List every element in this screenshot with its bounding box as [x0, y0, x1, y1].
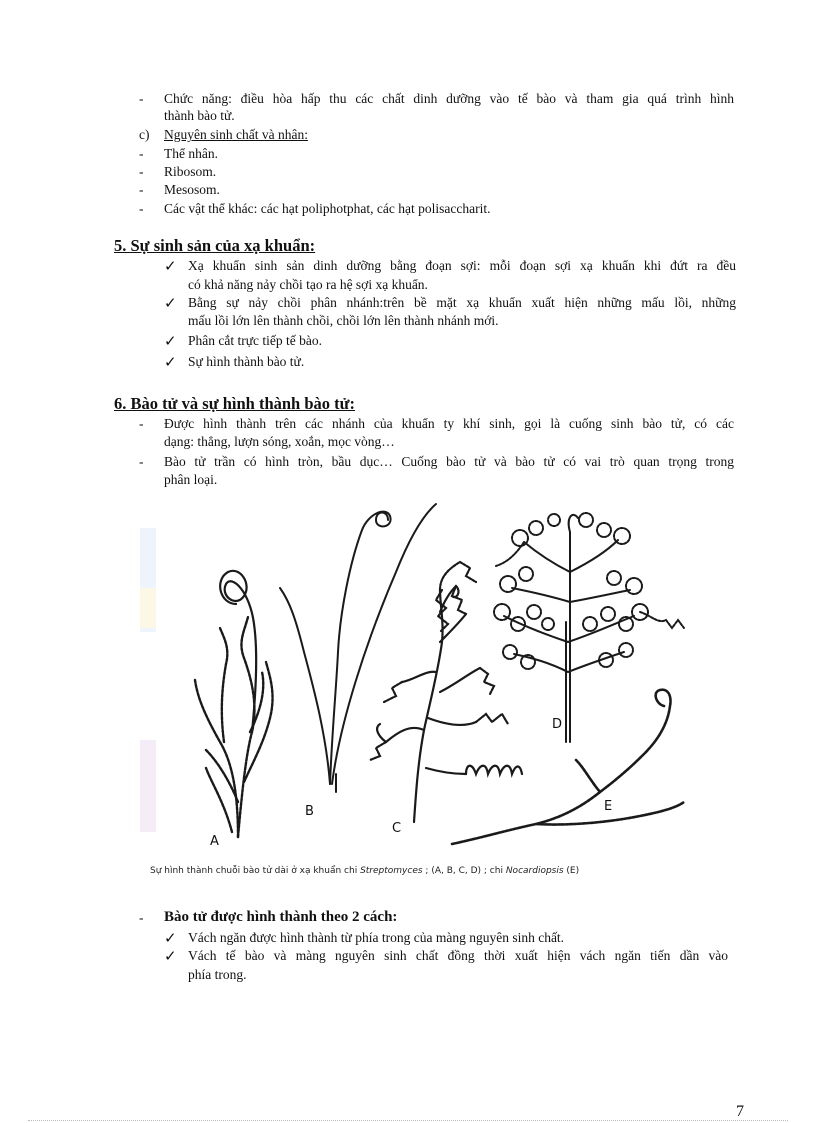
checkmark-icon: ✓	[164, 257, 177, 275]
formation-title: Bào tử được hình thành theo 2 cách:	[164, 909, 398, 925]
figure-caption	[150, 866, 670, 876]
figure-a-spiral	[220, 571, 256, 732]
checkmark-icon: ✓	[164, 294, 177, 312]
figure-label-d: D	[552, 717, 563, 732]
bullet-text-line: có khả năng nảy chồi tạo ra hệ sợi xạ khuẩn.	[188, 277, 428, 292]
caption-text: (E)	[563, 866, 580, 876]
checkmark-icon: ✓	[164, 353, 177, 371]
section-heading: 5. Sự sinh sản của xạ khuẩn:	[114, 236, 316, 255]
bullet-text-line: Phân cắt trực tiếp tế bào.	[188, 333, 323, 348]
dash-bullet: -	[139, 201, 144, 216]
bullet-text-line: Sự hình thành bào tử.	[188, 354, 305, 369]
figure-label-c: C	[392, 821, 402, 836]
caption-genus: Nocardiopsis	[505, 866, 564, 876]
figure-label-b: B	[305, 804, 314, 819]
figure-a-drawing	[195, 617, 273, 837]
dash-bullet: -	[139, 146, 144, 161]
sub-section-title: Nguyên sinh chất và nhân:	[164, 127, 308, 142]
dash-text-line: dạng: thẳng, lượn sóng, xoắn, mọc vòng…	[164, 434, 395, 449]
figure-label-a: A	[210, 834, 219, 849]
checkmark-icon: ✓	[164, 332, 177, 350]
checkmark-icon: ✓	[164, 947, 177, 965]
bullet-text-line: Bằng sự nảy chồi phân nhánh:trên bề mặt xạ khuẩn xuất hiện những mấu lồi, những	[188, 295, 736, 310]
dash-bullet: -	[139, 182, 144, 197]
dash-bullet: -	[139, 454, 144, 469]
list-item: Các vật thể khác: các hạt poliphotphat, các hạt polisaccharit.	[164, 201, 491, 216]
figure-c-drawing	[370, 562, 522, 822]
figure-label-e: E	[604, 799, 613, 814]
list-item: Thể nhân.	[164, 146, 218, 161]
dash-bullet: -	[139, 91, 144, 106]
function-text-line-1: Chức năng: điều hòa hấp thu các chất dinh dưỡng vào tế bào và tham gia quá trình hình	[164, 91, 734, 106]
dash-text-line: phân loại.	[164, 472, 218, 487]
section-heading: 6. Bào tử và sự hình thành bào tử:	[114, 394, 356, 413]
bullet-text-line: Vách ngăn được hình thành từ phía trong của màng nguyên sinh chất.	[188, 930, 565, 945]
bullet-text-line: mấu lồi lớn lên thành chồi, chồi lớn lên thành nhánh mới.	[188, 313, 499, 328]
checkmark-icon: ✓	[164, 929, 177, 947]
streptomyces-spore-chain-figure	[140, 492, 700, 888]
caption-text: ; (A, B, C, D) ; chi	[422, 866, 506, 876]
dash-bullet: -	[139, 416, 144, 431]
list-item: Ribosom.	[164, 164, 217, 179]
list-item: Mesosom.	[164, 182, 220, 197]
page-number: 7	[736, 1103, 744, 1120]
figure-b-drawing	[280, 504, 436, 792]
dash-text-line: Bào tử trần có hình tròn, bầu dục… Cuống bào tử và bào tử có vai trò quan trọng trong	[164, 454, 734, 469]
bullet-text-line: phía trong.	[188, 967, 247, 982]
dash-bullet: -	[139, 164, 144, 179]
caption-text: Sự hình thành chuỗi bào tử dài ở xạ khuẩn chi	[150, 866, 361, 876]
bullet-text-line: Xạ khuẩn sinh sản dinh dưỡng bằng đoạn sợi: mỗi đoạn sợi xạ khuẩn khi đứt ra đều	[188, 258, 736, 273]
footer-divider	[28, 1120, 788, 1121]
sub-section-label: c)	[139, 127, 150, 142]
bullet-text-line: Vách tế bào và màng nguyên sinh chất đồng thời xuất hiện vách ngăn tiến dần vào	[188, 948, 728, 963]
figure-d-drawing	[504, 532, 634, 742]
dash-text-line: Được hình thành trên các nhánh của khuẩn ty khí sinh, gọi là cuống sinh bào tử, có các	[164, 416, 734, 431]
dash-bullet: -	[139, 910, 144, 925]
caption-genus: Streptomyces	[360, 866, 423, 876]
function-text-line-2: thành bào tử.	[164, 108, 235, 123]
figure-e-drawing	[452, 690, 684, 844]
